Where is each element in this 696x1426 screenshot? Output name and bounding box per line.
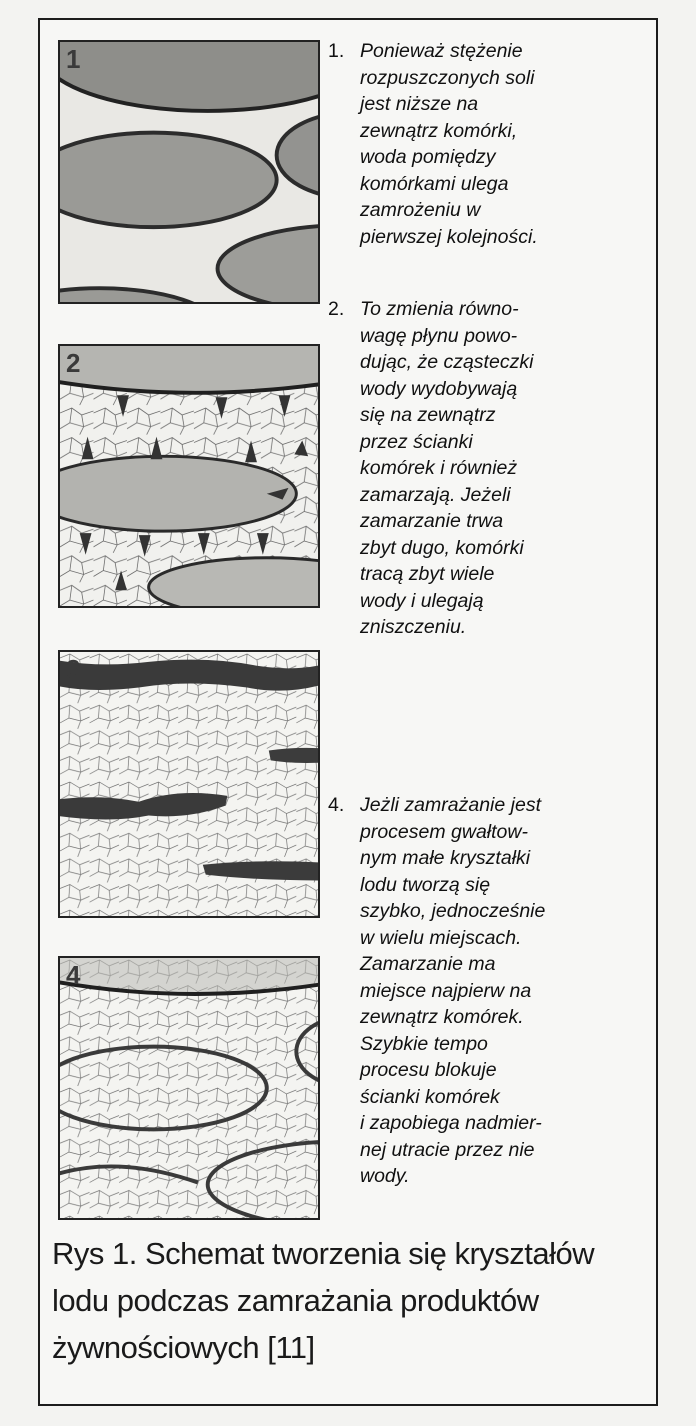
step-description: Jeżli zamrażanie jest procesem gwałtow- nym małe kryształki lodu tworzą się szybko, jednocześnie w wielu miejscach. Zamarzanie ma miejsce najpierw na zewnątrz komórek. Szybkie tempo procesu blokuje ścianki komórek i zapobiega nadmier- nej utracie przez nie wody. xyxy=(360,794,546,1187)
step-description: Ponieważ stężenie rozpuszczonych soli jest niższe na zewnątrz komórki, woda pomiędzy komórkami ulega zamrożeniu w pierwszej kolejności. xyxy=(360,40,538,248)
step-description: To zmienia równo- wagę płynu powo- dując, że cząsteczki wody wydobywają się na zewnątrz przez ścianki komórek i również zamarzają. Jeżeli zamarzanie trwa zbyt dugo, komórki tracą zbyt wiele wody i ulegają zniszczeniu. xyxy=(360,298,534,638)
diagram-panel-4 xyxy=(58,956,320,1220)
diagram-panel-2 xyxy=(58,344,320,608)
panel-number-3: 3 xyxy=(66,654,81,684)
panel-number-1: 1 xyxy=(66,44,81,74)
panel-number-2: 2 xyxy=(66,348,81,378)
step-number: 4. xyxy=(328,794,345,816)
panel-number-4: 4 xyxy=(66,960,81,990)
figure-caption: Rys 1. Schemat tworzenia się kryształów lodu podczas zamrażania produktów żywnościowych [11] xyxy=(52,1236,595,1365)
diagram-panel-3 xyxy=(58,650,320,918)
diagram-panel-1 xyxy=(58,40,320,304)
step-number: 2. xyxy=(328,298,345,320)
step-number: 1. xyxy=(328,40,345,62)
